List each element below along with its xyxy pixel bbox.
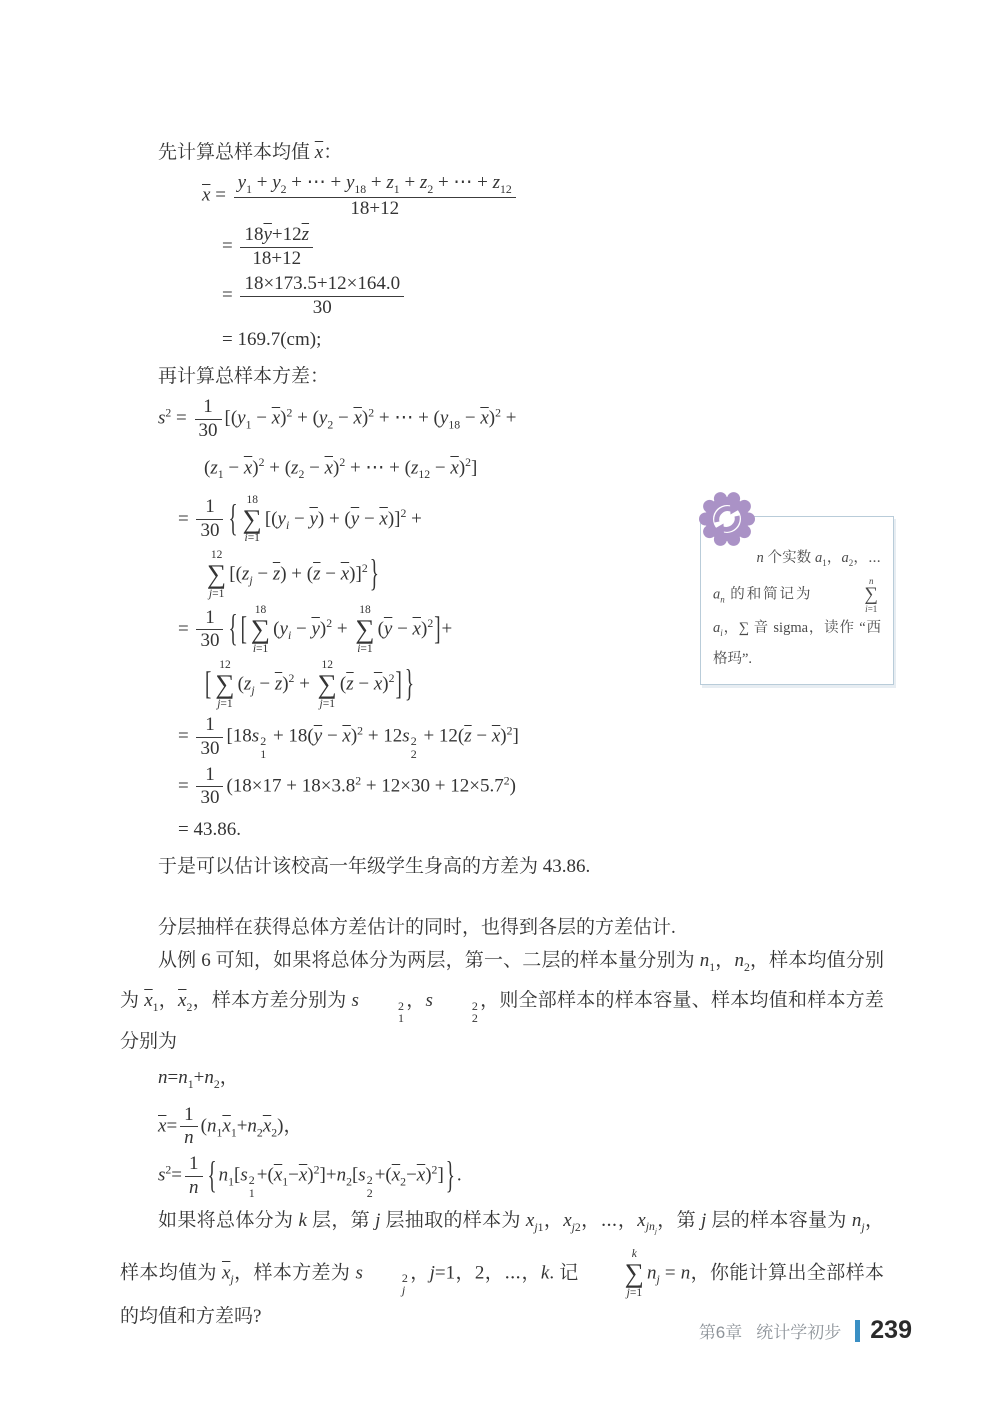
formula-line: = $\frac{1}{30}$ $(18\times 17 + 18\times 3.8^2 + 12\times 30 + 12\times 5.7^2)$ <box>178 763 516 809</box>
paragraph-two-layers: 从例 6 可知，如果将总体分为两层，第一、二层的样本量分别为 $n_1$，$n_2$，样本均值分别为 $\overline{x}_1$，$\overline{x}_2$，样本方差分别为 s 2 1 ，s 2 2 ，则全部样本的样本容量、样本均值和样本方差分别为 <box>120 950 884 1052</box>
formula-line: = $\frac{1}{30}$ [18s 2 1 + $18(\overline{y} - \overline{x})^2 + 12s$ 2 2 + $12(\overline{z} - \overline{x})^2$] <box>178 713 519 761</box>
formula-line: $s^2=$ $\frac{1}{n}$ { $n_1[s$ 2 1 $+(\overline{x}_1-\overline{x})^2]+n_2[s$ 2 2 $+(\overline{x}_2-\overline{x})^2$] } . <box>158 1153 462 1200</box>
mean-formula-block <box>202 172 884 356</box>
conclusion-text: 于是可以估计该校高一年级学生身高的方差为 43.86. <box>158 856 591 878</box>
combined-formula-block <box>158 1061 884 1200</box>
sync-gear-icon <box>695 487 759 551</box>
page-footer <box>699 1316 912 1345</box>
formula-line: 12 ∑ j=1 $[(z_j - \overline{z}) + (\overline{z} - \overline{x})]^2$ } <box>207 548 379 600</box>
footer-section: 统计学初步 <box>756 1323 842 1342</box>
footer-chapter: 第6章 <box>698 1323 743 1342</box>
page-content <box>120 136 884 1333</box>
formula-line: $s^2$ = $\frac{1}{30}$ [$(y_1 - \overline{x})^2 + (y_2 - \overline{x})^2$ + ⋯ + $(y_{18} - \overline{x})^2$ + <box>158 395 517 441</box>
formula-line: = 169.7(cm); <box>222 328 322 350</box>
formula-line: [ 12 ∑ j=1 $(z_j - \overline{z})^2$ + 12 ∑ j=1 $(\overline{z} - \overline{x})^2$] } <box>205 658 414 710</box>
variance-intro: 再计算总样本方差： <box>158 365 330 387</box>
side-note-text: n 个实数 $a_1$，$a_2$，⋯ $a_n$ 的和简记为 n ∑ i=1 $a_i$，∑ 音 sigma，读作 “西格玛”. <box>713 550 882 667</box>
mean-intro: 先计算总样本均值 $\overline{x}$： <box>158 142 343 163</box>
formula-line: = $\frac{1}{30}$ { [ 18 ∑ i=1 $(y_i - \overline{y})^2$ + 18 ∑ i=1 $(\overline{y} - \overline{x})^2]+$ <box>178 603 453 655</box>
formula-line: = 43.86. <box>178 819 241 841</box>
paragraph-question: 如果将总体分为 k 层，第 j 层抽取的样本为 $x_{j1}$，$x_{j2}$，⋯，$x_{jn_j}$，第 j 层的样本容量为 $n_j$，样本均值为 $\overline{x}_j$，样本方差为 s 2 j ，j=1，2，⋯，k. 记 k ∑ j=1 $n_j = n$，你能计算出全部样本的均值和方差吗? <box>120 1209 884 1327</box>
side-note-box <box>700 516 894 685</box>
footer-divider <box>855 1320 860 1342</box>
formula-line: $n=n_1+n_2$， <box>158 1066 239 1091</box>
paragraph-gap <box>120 883 884 911</box>
formula-line: $\overline{x}$ = $\frac{y_1 + y_2 + \cdots + y_{18} + z_1 + z_2 + \cdots + z_{12}}{18+12}$ <box>202 172 884 221</box>
formula-line: = $\frac{18\overline{y}+12\overline{z}}{18+12}$ <box>202 224 884 271</box>
paragraph-layers: 分层抽样在获得总体方差估计的同时，也得到各层的方差估计. <box>158 917 676 939</box>
formula-line: = $\frac{18\times 173.5+12\times 164.0}{30}$ <box>202 273 884 320</box>
formula-line: $(z_1 - \overline{x})^2 + (z_2 - \overline{x})^2$ + ⋯ + $(z_{12} - \overline{x})^2$] <box>204 455 478 481</box>
footer-page-number: 239 <box>870 1316 912 1344</box>
formula-line: = $\frac{1}{30}$ { 18 ∑ i=1 $[(y_i - \overline{y}) + (\overline{y} - \overline{x})]^2$ + <box>178 493 422 545</box>
formula-line: $\overline{x}=$ $\frac{1}{n}$ $(n_1\overline{x}_1+n_2\overline{x}_2)$， <box>158 1103 303 1149</box>
